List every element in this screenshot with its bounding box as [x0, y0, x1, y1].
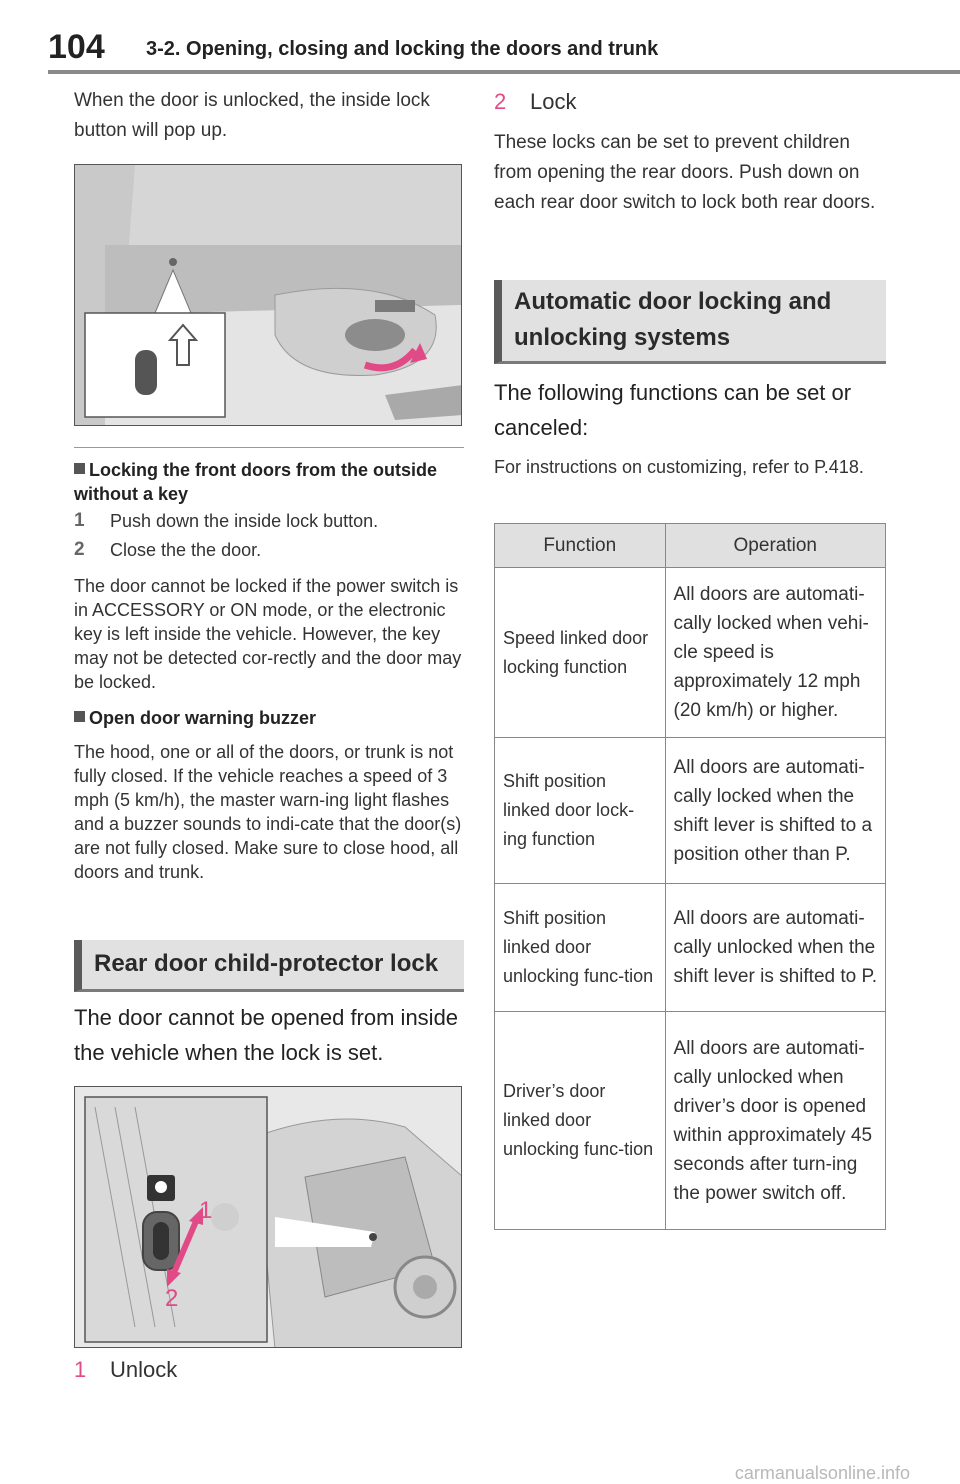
child-lock-figure — [74, 1086, 462, 1348]
locking-note: The door cannot be locked if the power switch is in ACCESSORY or ON mode, or the electronic key is left inside the vehicle. However, the key may not be detected cor-rectly and the door may be locked. — [74, 576, 462, 692]
page-header — [0, 0, 960, 78]
table-header-row — [495, 524, 886, 568]
table-header-operation: Operation — [665, 524, 885, 568]
table-cell-function: Driver’s door linked door unlocking func-tion — [495, 1012, 666, 1230]
child-lock-step-unlock: 1 Unlock — [74, 1357, 178, 1382]
header-rule — [48, 70, 960, 74]
customize-note: For instructions on customizing, refer to P.418. — [494, 457, 864, 477]
buzzer-heading: Open door warning buzzer — [74, 706, 464, 730]
section-divider — [74, 447, 464, 448]
table-cell-operation: All doors are automati-cally locked when vehi-cle speed is approximately 12 mph (20 km/h) or higher. — [665, 568, 885, 738]
child-lock-illustration — [75, 1087, 462, 1348]
figure-label-1: 1 — [199, 1197, 213, 1224]
intro-text: When the door is unlocked, the inside lock button will pop up. — [74, 90, 430, 141]
table-cell-operation: All doors are automati-cally locked when the shift lever is shifted to a position other than P. — [665, 738, 885, 884]
chapter-title: 3-2. Opening, closing and locking the doors and trunk — [146, 38, 659, 60]
table-cell-function: Shift position linked door unlocking func-tion — [495, 884, 666, 1012]
table-cell-function: Shift position linked door lock-ing function — [495, 738, 666, 884]
square-bullet-icon — [74, 463, 85, 474]
lock-description: These locks can be set to prevent children from opening the rear doors. Push down on each rear door switch to lock both rear doors. — [494, 132, 876, 213]
door-lock-button-figure — [74, 164, 462, 426]
table-row — [495, 568, 886, 738]
functions-intro: The following functions can be set or canceled: — [494, 380, 852, 440]
auto-door-section-title: Automatic door locking and unlocking systems — [494, 280, 886, 364]
square-bullet-icon — [74, 711, 85, 722]
locking-step-2: 2 Close the the door. — [74, 539, 262, 560]
locking-step-1: 1 Push down the inside lock button. — [74, 510, 379, 531]
table-cell-operation: All doors are automati-cally unlocked when the shift lever is shifted to P. — [665, 884, 885, 1012]
watermark: carmanualsonline.info — [734, 1463, 910, 1483]
door-interior-illustration — [75, 165, 462, 426]
page-number: 104 — [48, 28, 105, 66]
buzzer-text: The hood, one or all of the doors, or trunk is not fully closed. If the vehicle reaches a speed of 3 mph (5 km/h), the master warn-ing light flashes and a buzzer sounds to indi-cate that the door(s) are not fully closed. Make sure to close hood, all doors and trunk. — [74, 742, 462, 882]
child-lock-body: The door cannot be opened from inside the vehicle when the lock is set. — [74, 1005, 459, 1065]
child-lock-section-title: Rear door child-protector lock — [74, 940, 464, 992]
table-row — [495, 1012, 886, 1230]
table-cell-operation: All doors are automati-cally unlocked when driver’s door is opened within approximately 45 seconds after turn-ing the power switch off. — [665, 1012, 885, 1230]
functions-table — [494, 523, 886, 1230]
table-header-function: Function — [495, 524, 666, 568]
table-cell-function: Speed linked door locking function — [495, 568, 666, 738]
child-lock-step-lock: 2 Lock — [494, 89, 577, 114]
table-row — [495, 738, 886, 884]
figure-label-2: 2 — [165, 1285, 179, 1312]
table-row — [495, 884, 886, 1012]
locking-heading: Locking the front doors from the outside without a key — [74, 460, 437, 504]
